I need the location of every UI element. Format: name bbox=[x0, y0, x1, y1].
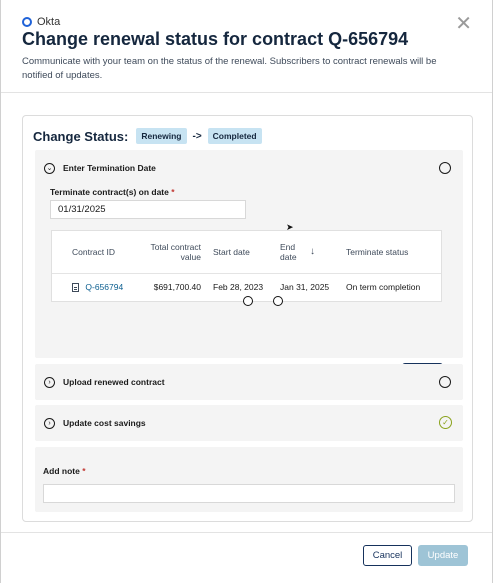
step-status-circle-icon bbox=[439, 162, 451, 174]
drag-handle-left[interactable] bbox=[243, 296, 253, 306]
chevron-right-icon[interactable]: › bbox=[44, 377, 55, 388]
start-date-cell: Feb 28, 2023 bbox=[213, 282, 264, 293]
note-input[interactable] bbox=[43, 484, 455, 503]
note-section bbox=[35, 447, 463, 512]
col-start-date[interactable]: Start date bbox=[207, 231, 274, 273]
status-card bbox=[22, 115, 473, 522]
document-icon bbox=[72, 283, 79, 292]
okta-logo-icon bbox=[22, 17, 32, 27]
cost-savings-section-header[interactable] bbox=[35, 405, 463, 441]
upload-section bbox=[35, 364, 463, 400]
brand bbox=[22, 16, 60, 28]
status-to-badge: Completed bbox=[208, 128, 262, 144]
contract-id-link[interactable]: Q-656794 bbox=[85, 282, 124, 293]
note-label bbox=[43, 466, 86, 476]
col-end-date-label: End date bbox=[280, 241, 297, 262]
col-contract-id[interactable]: Contract ID bbox=[52, 231, 137, 273]
update-button[interactable]: Update bbox=[418, 545, 468, 566]
cost-savings-section bbox=[35, 405, 463, 441]
note-label-text: Add note bbox=[43, 466, 80, 476]
cost-savings-section-title: Update cost savings bbox=[63, 418, 146, 428]
end-date-cell: Jan 31, 2025 bbox=[280, 282, 330, 293]
col-total-value[interactable]: Total contract value bbox=[137, 231, 207, 273]
footer-divider bbox=[1, 532, 492, 533]
table-header-row bbox=[52, 231, 441, 273]
total-value-cell: $691,700.40 bbox=[153, 282, 201, 293]
brand-name: Okta bbox=[37, 16, 61, 28]
contract-id-cell bbox=[52, 273, 137, 301]
status-arrow: -> bbox=[192, 130, 202, 142]
mouse-cursor-icon: ➤ bbox=[286, 222, 294, 232]
upload-section-title: Upload renewed contract bbox=[63, 377, 165, 387]
termination-section-header[interactable] bbox=[35, 150, 463, 186]
terminate-status-cell: On term completion bbox=[346, 282, 421, 293]
upload-section-header[interactable] bbox=[35, 364, 463, 400]
header-divider bbox=[1, 92, 492, 93]
drag-handle-right[interactable] bbox=[273, 296, 283, 306]
check-circle-icon: ✓ bbox=[439, 416, 452, 429]
termination-section-title: Enter Termination Date bbox=[63, 163, 156, 173]
terminate-date-input[interactable] bbox=[50, 200, 246, 219]
chevron-right-icon[interactable]: › bbox=[44, 418, 55, 429]
status-label: Change Status: bbox=[33, 128, 129, 144]
step-status-circle-icon bbox=[439, 376, 451, 388]
col-end-date[interactable] bbox=[274, 231, 340, 273]
contracts-table bbox=[51, 230, 442, 302]
status-from-badge: Renewing bbox=[136, 128, 186, 144]
status-row bbox=[33, 128, 262, 144]
close-icon[interactable]: ✕ bbox=[455, 13, 472, 35]
col-terminate-status[interactable]: Terminate status bbox=[340, 231, 441, 273]
cancel-button[interactable]: Cancel bbox=[363, 545, 412, 566]
required-marker: * bbox=[171, 187, 175, 197]
termination-section bbox=[35, 150, 463, 358]
modal-title: Change renewal status for contract Q-656794 bbox=[22, 29, 409, 49]
required-marker: * bbox=[82, 466, 86, 476]
sort-arrow-down-icon[interactable]: ↓ bbox=[310, 245, 315, 257]
terminate-date-label bbox=[50, 187, 175, 197]
terminate-date-label-text: Terminate contract(s) on date bbox=[50, 187, 169, 197]
chevron-down-icon[interactable]: ⌄ bbox=[44, 163, 55, 174]
modal-subtitle: Communicate with your team on the status of the renewal. Subscribers to contract renewals will be notified of updates. bbox=[22, 56, 437, 81]
